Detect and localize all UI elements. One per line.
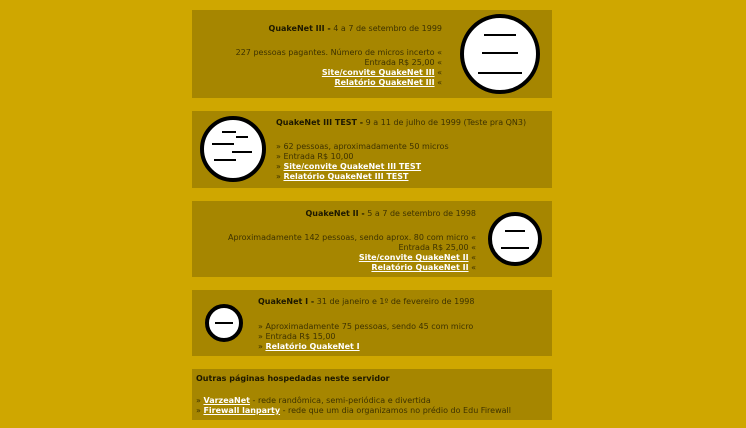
event-heading <box>258 297 474 307</box>
event-title: QuakeNet II - <box>305 209 365 218</box>
list-item <box>196 396 431 406</box>
list-item <box>196 406 511 416</box>
event-info-line: » Entrada R$ 10,00 <box>276 152 354 161</box>
event-info-line: » 62 pessoas, aproximadamente 50 micros <box>276 142 449 151</box>
other-pages-box <box>192 369 552 420</box>
marker: » <box>276 162 281 171</box>
event-info-line: Aproximadamente 142 pessoas, sendo aprox. 80 com micro « <box>228 233 476 242</box>
quakenet-i-logo-icon <box>203 302 245 344</box>
report-link-quakenet-iii-test[interactable]: Relatório QuakeNet III TEST <box>283 172 409 181</box>
event-heading <box>276 118 526 128</box>
site-link-quakenet-iii[interactable]: Site/convite QuakeNet III <box>321 68 435 77</box>
event-info-line: 227 pessoas pagantes. Número de micros incerto « <box>235 48 442 57</box>
report-link-quakenet-iii[interactable]: Relatório QuakeNet III <box>334 78 435 87</box>
event-link-row <box>334 78 442 88</box>
quakenet-iii-logo-icon <box>458 12 542 96</box>
marker: « <box>437 78 442 87</box>
event-title: QuakeNet I - <box>258 297 315 306</box>
marker: » <box>196 396 201 405</box>
marker: « <box>437 68 442 77</box>
site-link-quakenet-ii[interactable]: Site/convite QuakeNet II <box>358 253 469 262</box>
event-info-line: Entrada R$ 25,00 « <box>398 243 476 252</box>
event-link-row <box>371 263 476 273</box>
event-quakenet-i <box>192 290 552 356</box>
event-link-row <box>359 253 476 263</box>
event-link-row <box>276 172 408 182</box>
event-quakenet-ii <box>192 201 552 277</box>
event-quakenet-iii-test <box>192 111 552 188</box>
site-link-quakenet-iii-test[interactable]: Site/convite QuakeNet III TEST <box>283 162 422 171</box>
event-date: 9 a 11 de julho de 1999 (Teste pra QN3) <box>365 118 527 127</box>
marker: » <box>196 406 201 415</box>
event-heading <box>306 209 477 219</box>
event-link-row <box>276 162 421 172</box>
event-link-row <box>258 342 360 352</box>
event-title: QuakeNet III TEST - <box>276 118 364 127</box>
event-heading <box>269 24 442 34</box>
event-date: 5 a 7 de setembro de 1998 <box>367 209 476 218</box>
marker: « <box>471 263 476 272</box>
link-description: - rede que um dia organizamos no prédio do Edu Firewall <box>280 406 511 415</box>
varzeanet-link[interactable]: VarzeaNet <box>203 396 250 405</box>
report-link-quakenet-i[interactable]: Relatório QuakeNet I <box>265 342 360 351</box>
event-link-row <box>322 68 442 78</box>
report-link-quakenet-ii[interactable]: Relatório QuakeNet II <box>371 263 469 272</box>
marker: « <box>471 253 476 262</box>
event-info-line: » Entrada R$ 15,00 <box>258 332 336 341</box>
firewall-lanparty-link[interactable]: Firewall lanparty <box>203 406 281 415</box>
quakenet-ii-logo-icon <box>486 210 544 268</box>
event-info-line: » Aproximadamente 75 pessoas, sendo 45 com micro <box>258 322 474 331</box>
marker: » <box>258 342 263 351</box>
marker: » <box>276 172 281 181</box>
event-quakenet-iii <box>192 10 552 98</box>
event-title: QuakeNet III - <box>268 24 331 33</box>
event-date: 31 de janeiro e 1º de fevereiro de 1998 <box>316 297 475 306</box>
quakenet-iii-test-logo-icon <box>198 114 268 184</box>
event-date: 4 a 7 de setembro de 1999 <box>333 24 442 33</box>
other-pages-title: Outras páginas hospedadas neste servidor <box>196 374 390 383</box>
event-info-line: Entrada R$ 25,00 « <box>364 58 442 67</box>
link-description: - rede randômica, semi-periódica e divertida <box>249 396 431 405</box>
